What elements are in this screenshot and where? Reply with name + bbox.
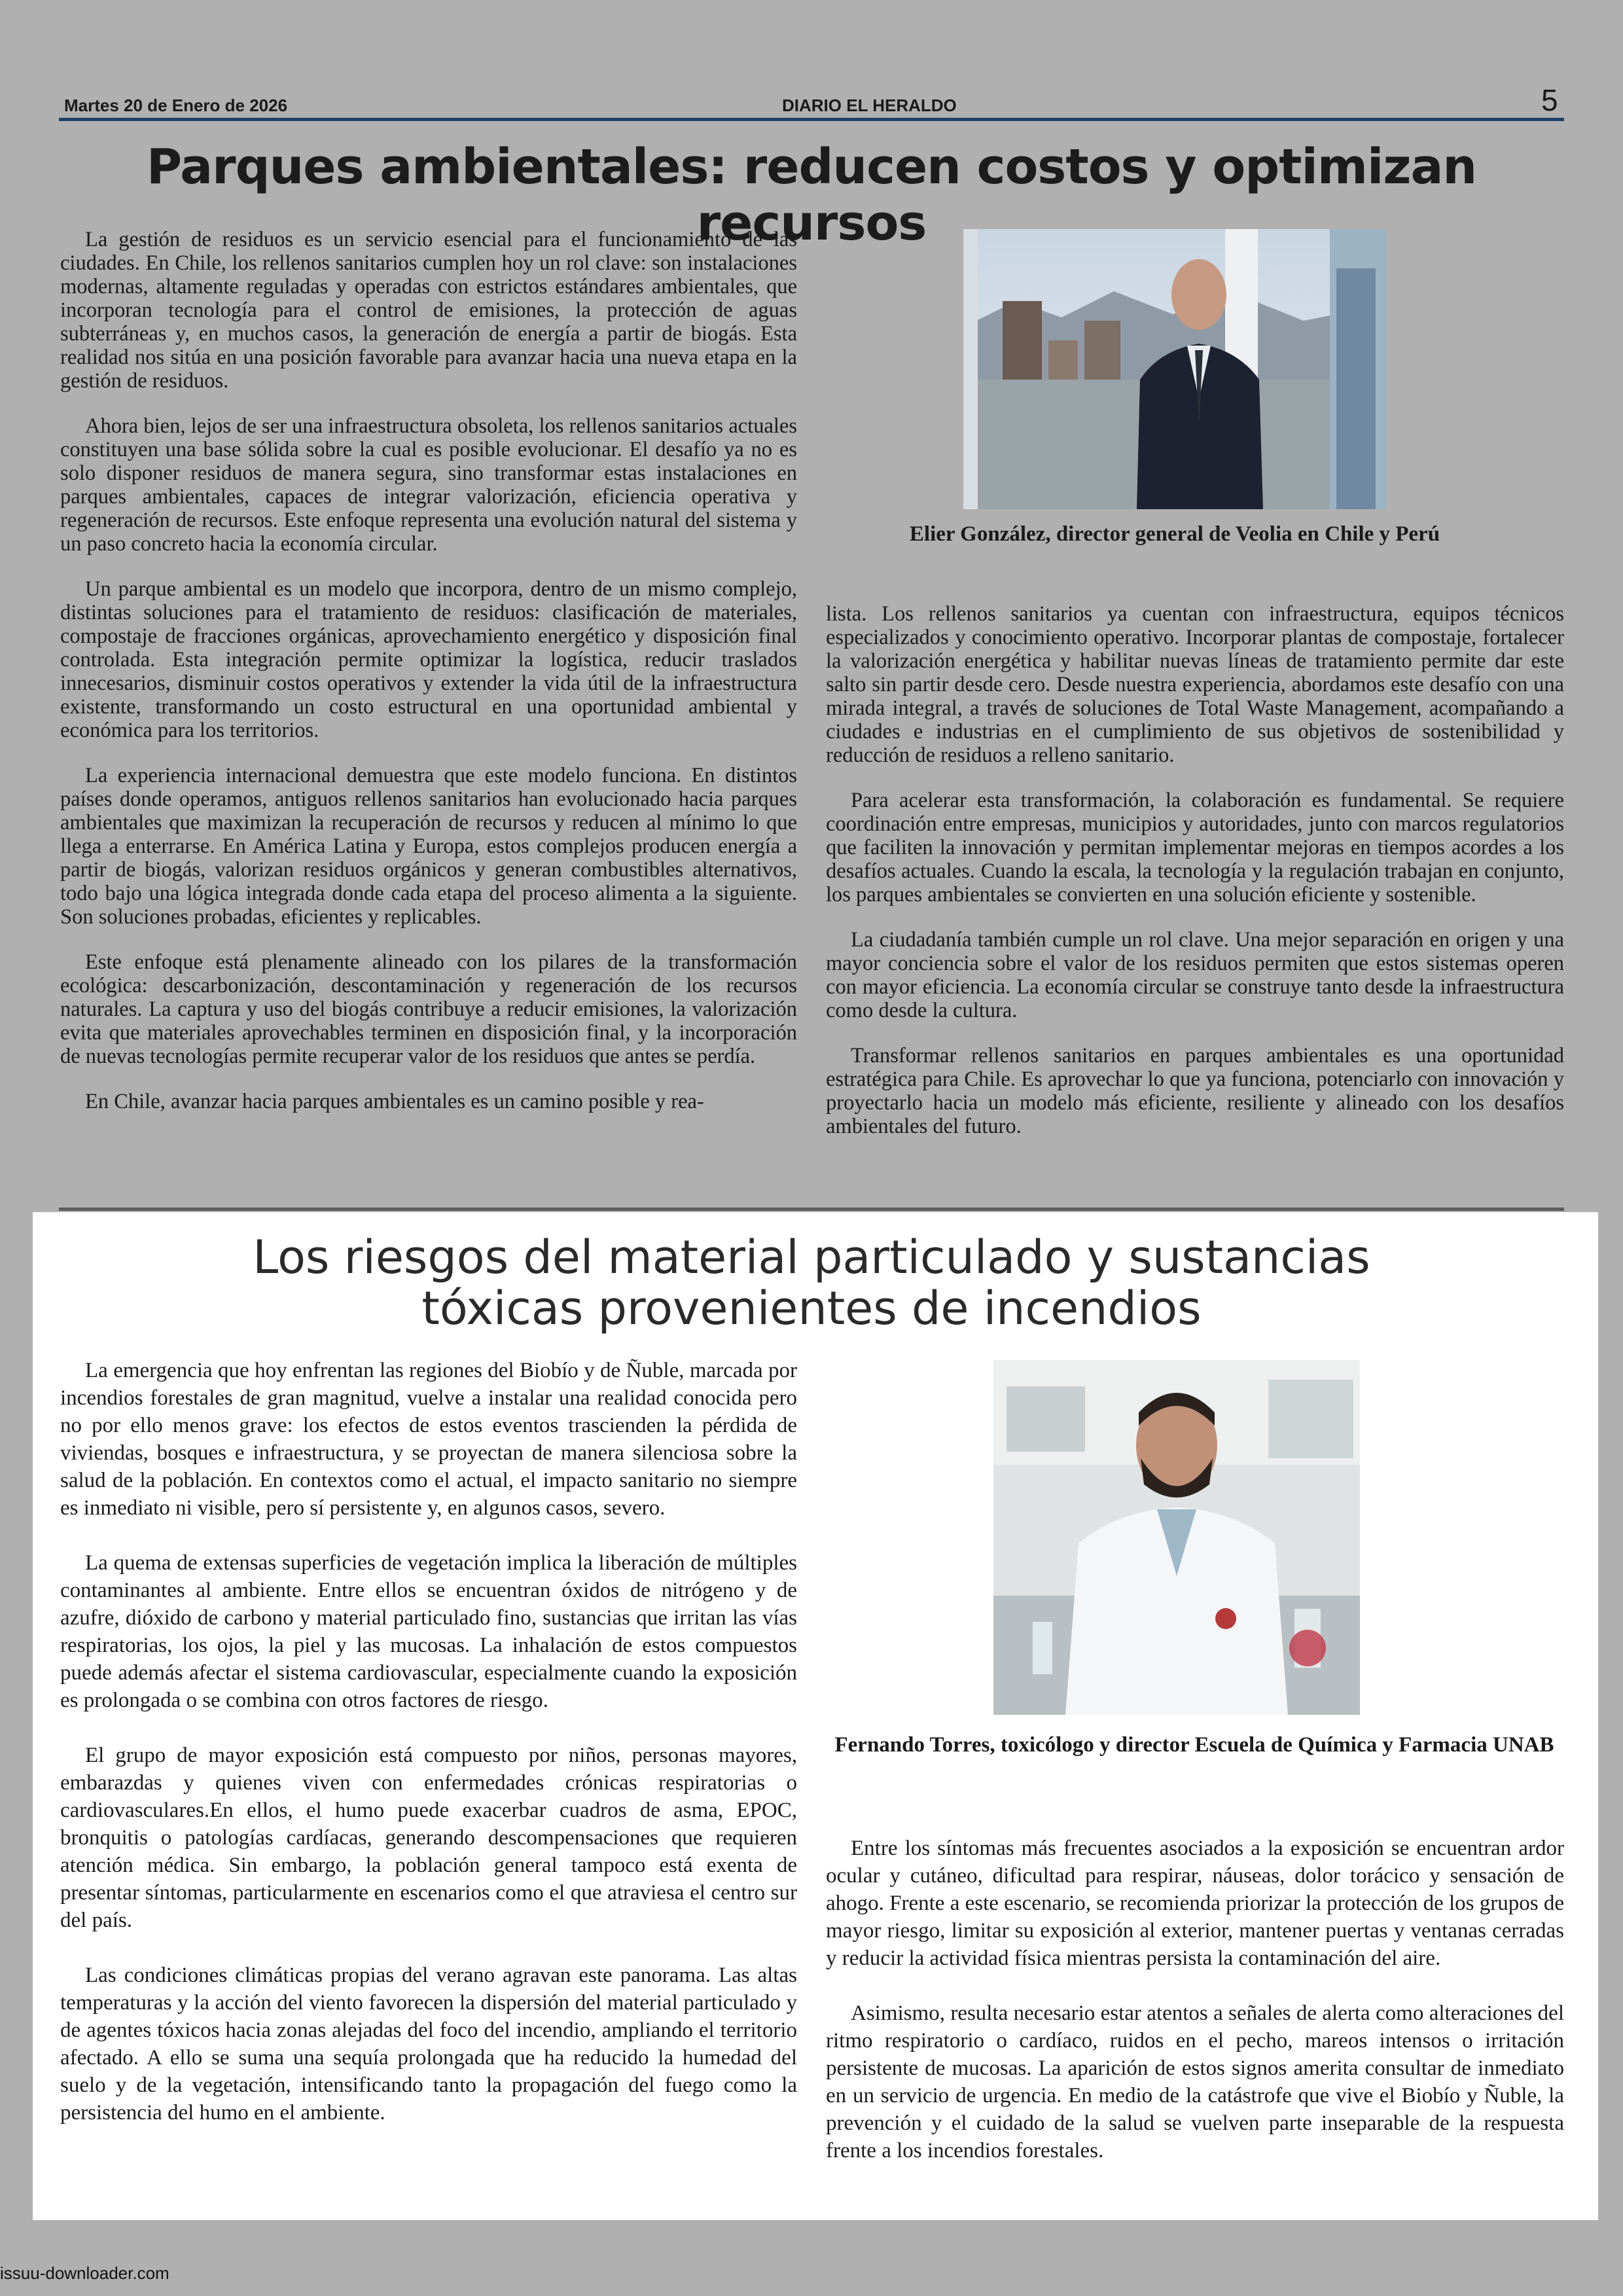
article2-paragraph: Asimismo, resulta necesario estar atentos a señales de alerta como alteraciones del ritmo respiratorio o cardíaco, ruidos en el pecho, mareos intensos o irritación persistente de mucosas. La aparición de estos signos amerita consultar de inmediato en un servicio de urgencia. En medio de la catástrofe que vive el Biobío y Ñuble, la prevención y el cuidado de la salud se vuelven parte inseparable de la respuesta frente a los incendios forestales. xyxy=(826,2001,1564,2162)
article2-paragraph: Entre los síntomas más frecuentes asociados a la exposición se encuentran ardor ocular y cutáneo, dificultad para respirar, náuseas, dolor torácico y sensación de ahogo. Frente a este escenario, se recomienda priorizar la protección de los grupos de mayor riesgo, limitar su exposición al exterior, mantener puertas y ventanas cerradas y reducir la actividad física mientras persista la contaminación del aire. xyxy=(826,1837,1564,1970)
article1-title: Parques ambientales: reducen costos y optimizan recursos xyxy=(146,139,1477,251)
article2-paragraph: Las condiciones climáticas propias del verano agravan este panorama. Las altas temperaturas y la acción del viento favorecen la dispersión del material particulado y de agentes tóxicos hacia zonas alejadas del foco del incendio, ampliando el territorio afectado. A ello se suma una sequía prolongada que ha reducido la humedad del suelo y de la vegetación, intensificando tanto la propagación del fuego como la persistencia del humo en el ambiente. xyxy=(60,1964,797,2125)
article1-paragraph: La ciudadanía también cumple un rol clave. Una mejor separación en origen y una mayor conciencia sobre el valor de los residuos permiten que estos sistemas operen con mayor eficiencia. La economía circular se construye tanto desde la infraestructura como desde la cultura. xyxy=(826,928,1564,1022)
watermark: issuu-downloader.com xyxy=(0,2263,169,2283)
article1-paragraph: Transformar rellenos sanitarios en parques ambientales es una oportunidad estratégica para Chile. Es aprovechar lo que ya funciona, potenciarlo con innovación y proyectarlo hacia un modelo más eficiente, resiliente y alineado con los desafíos ambientales del futuro. xyxy=(826,1044,1564,1138)
article2-photo-caption: Fernando Torres, toxicólogo y director Escuela de Química y Farmacia UNAB xyxy=(834,1733,1554,1757)
page-number: 5 xyxy=(1541,83,1558,117)
article1-paragraph: En Chile, avanzar hacia parques ambientales es un camino posible y rea- xyxy=(85,1090,704,1113)
article1-paragraph: Un parque ambiental es un modelo que incorpora, dentro de un mismo complejo, distintas soluciones para el tratamiento de residuos: clasificación de materiales, compostaje de fracciones orgánicas, aprovechamiento energético y disposición final controlada. Esta integración permite optimizar la logística, reducir traslados innecesarios, disminuir costos operativos y extender la vida útil de la infraestructura existente, transformando un costo estructural en una oportunidad ambiental y económica para los territorios. xyxy=(60,577,797,742)
article1-paragraph: La experiencia internacional demuestra que este modelo funciona. En distintos países donde operamos, antiguos rellenos sanitarios han evolucionado hacia parques ambientales que maximizan la recuperación de recursos y reducen al mínimo lo que llega a enterrarse. En América Latina y Europa, estos complejos producen energía a partir de biogás, valorizan residuos orgánicos y generan combustibles alternativos, todo bajo una lógica integrada donde cada etapa del proceso alimenta a la siguiente. Son soluciones probadas, eficientes y replicables. xyxy=(60,764,797,929)
article2-paragraph: La emergencia que hoy enfrentan las regiones del Biobío y de Ñuble, marcada por incendios forestales de gran magnitud, vuelve a instalar una realidad conocida pero no por ello menos grave: los efectos de estos eventos trascienden la pérdida de viviendas, bosques e infraestructura, y se proyectan de manera silenciosa sobre la salud de la población. En contextos como el actual, el impacto sanitario no siempre es inmediato ni visible, pero sí persistente y, en algunos casos, severo. xyxy=(60,1359,797,1520)
article2-right-column xyxy=(826,1835,1564,2192)
article1-left-column xyxy=(60,228,797,1135)
article1-paragraph: lista. Los rellenos sanitarios ya cuentan con infraestructura, equipos técnicos especializados y conocimiento operativo. Incorporar plantas de compostaje, fortalecer la valorización energética y habilitar nuevas líneas de tratamiento permite dar este salto sin partir desde cero. Desde nuestra experiencia, abordamos este desafío con una mirada integral, a través de soluciones de Total Waste Management, acompañando a ciudades e industrias en el cumplimiento de sus objetivos de sostenibilidad y reducción de residuos a relleno sanitario. xyxy=(826,602,1564,767)
newspaper-name: DIARIO EL HERALDO xyxy=(782,96,957,115)
article1-photo xyxy=(963,229,1386,509)
issue-date: Martes 20 de Enero de 2026 xyxy=(64,96,288,115)
article1-paragraph: Ahora bien, lejos de ser una infraestructura obsoleta, los rellenos sanitarios actuales constituyen una base sólida sobre la cual es posible evolucionar. El desafío ya no es solo disponer residuos de manera segura, sino transformar estas instalaciones en parques ambientales, capaces de integrar valorización, eficiencia operativa y regeneración de recursos. Este enfoque representa una evolución natural del sistema y un paso concreto hacia la economía circular. xyxy=(60,414,797,556)
article2-photo-image xyxy=(993,1360,1360,1715)
article2-title-line1: Los riesgos del material particulado y sustancias xyxy=(253,1230,1370,1284)
header-rule xyxy=(59,118,1564,121)
article2-title-line2: tóxicas provenientes de incendios xyxy=(421,1282,1202,1335)
article2-paragraph: El grupo de mayor exposición está compuesto por niños, personas mayores, embarazdas y quienes viven con enfermedades crónicas respiratorias o cardiovasculares.En ellos, el humo puede exacerbar cuadros de asma, EPOC, bronquitis o patologías cardíacas, generando descompensaciones que requieren atención médica. Sin embargo, la población general tampoco está exenta de presentar síntomas, particularmente en escenarios como el que atraviesa el centro sur del país. xyxy=(60,1744,797,1932)
article1-paragraph: Para acelerar esta transformación, la colaboración es fundamental. Se requiere coordinación entre empresas, municipios y autoridades, junto con marcos regulatorios que faciliten la innovación y permitan implementar mejoras en tiempos acordes a los desafíos actuales. Cuando la escala, la tecnología y la regulación trabajan en conjunto, los parques ambientales se convierten en una solución eficiente y sostenible. xyxy=(826,789,1564,906)
article2-title xyxy=(59,1232,1564,1334)
article2-photo xyxy=(993,1360,1360,1715)
article1-right-column xyxy=(826,602,1564,1160)
article2-paragraph: La quema de extensas superficies de vegetación implica la liberación de múltiples contaminantes al ambiente. Entre ellos se encuentran óxidos de nitrógeno y de azufre, dióxido de carbono y material particulado fino, sustancias que irritan las vías respiratorias, los ojos, la piel y las mucosas. La inhalación de estos compuestos puede además afectar el sistema cardiovascular, especialmente cuando la exposición es prolongada o se combina con otros factores de riesgo. xyxy=(60,1551,797,1712)
article-separator xyxy=(59,1208,1564,1211)
article1-paragraph: La gestión de residuos es un servicio esencial para el funcionamiento de las ciudades. En Chile, los rellenos sanitarios cumplen hoy un rol clave: son instalaciones modernas, altamente reguladas y operadas con estrictos estándares ambientales, que incorporan tecnología para el control de emisiones, la protección de aguas subterráneas y, en muchos casos, la generación de energía a partir de biogás. Esta realidad nos sitúa en una posición favorable para avanzar hacia una nueva etapa en la gestión de residuos. xyxy=(60,228,797,393)
article1-photo-caption: Elier González, director general de Veolia en Chile y Perú xyxy=(909,522,1440,546)
article1-photo-image xyxy=(963,229,1386,509)
article1-paragraph: Este enfoque está plenamente alineado con los pilares de la transformación ecológica: descarbonización, descontaminación y regeneración de los recursos naturales. La captura y uso del biogás contribuye a reducir emisiones, la valorización evita que materiales aprovechables terminen en disposición final, y la incorporación de nuevas tecnologías permite recuperar valor de los residuos que antes se perdía. xyxy=(60,950,797,1068)
article2-left-column xyxy=(60,1357,797,2154)
